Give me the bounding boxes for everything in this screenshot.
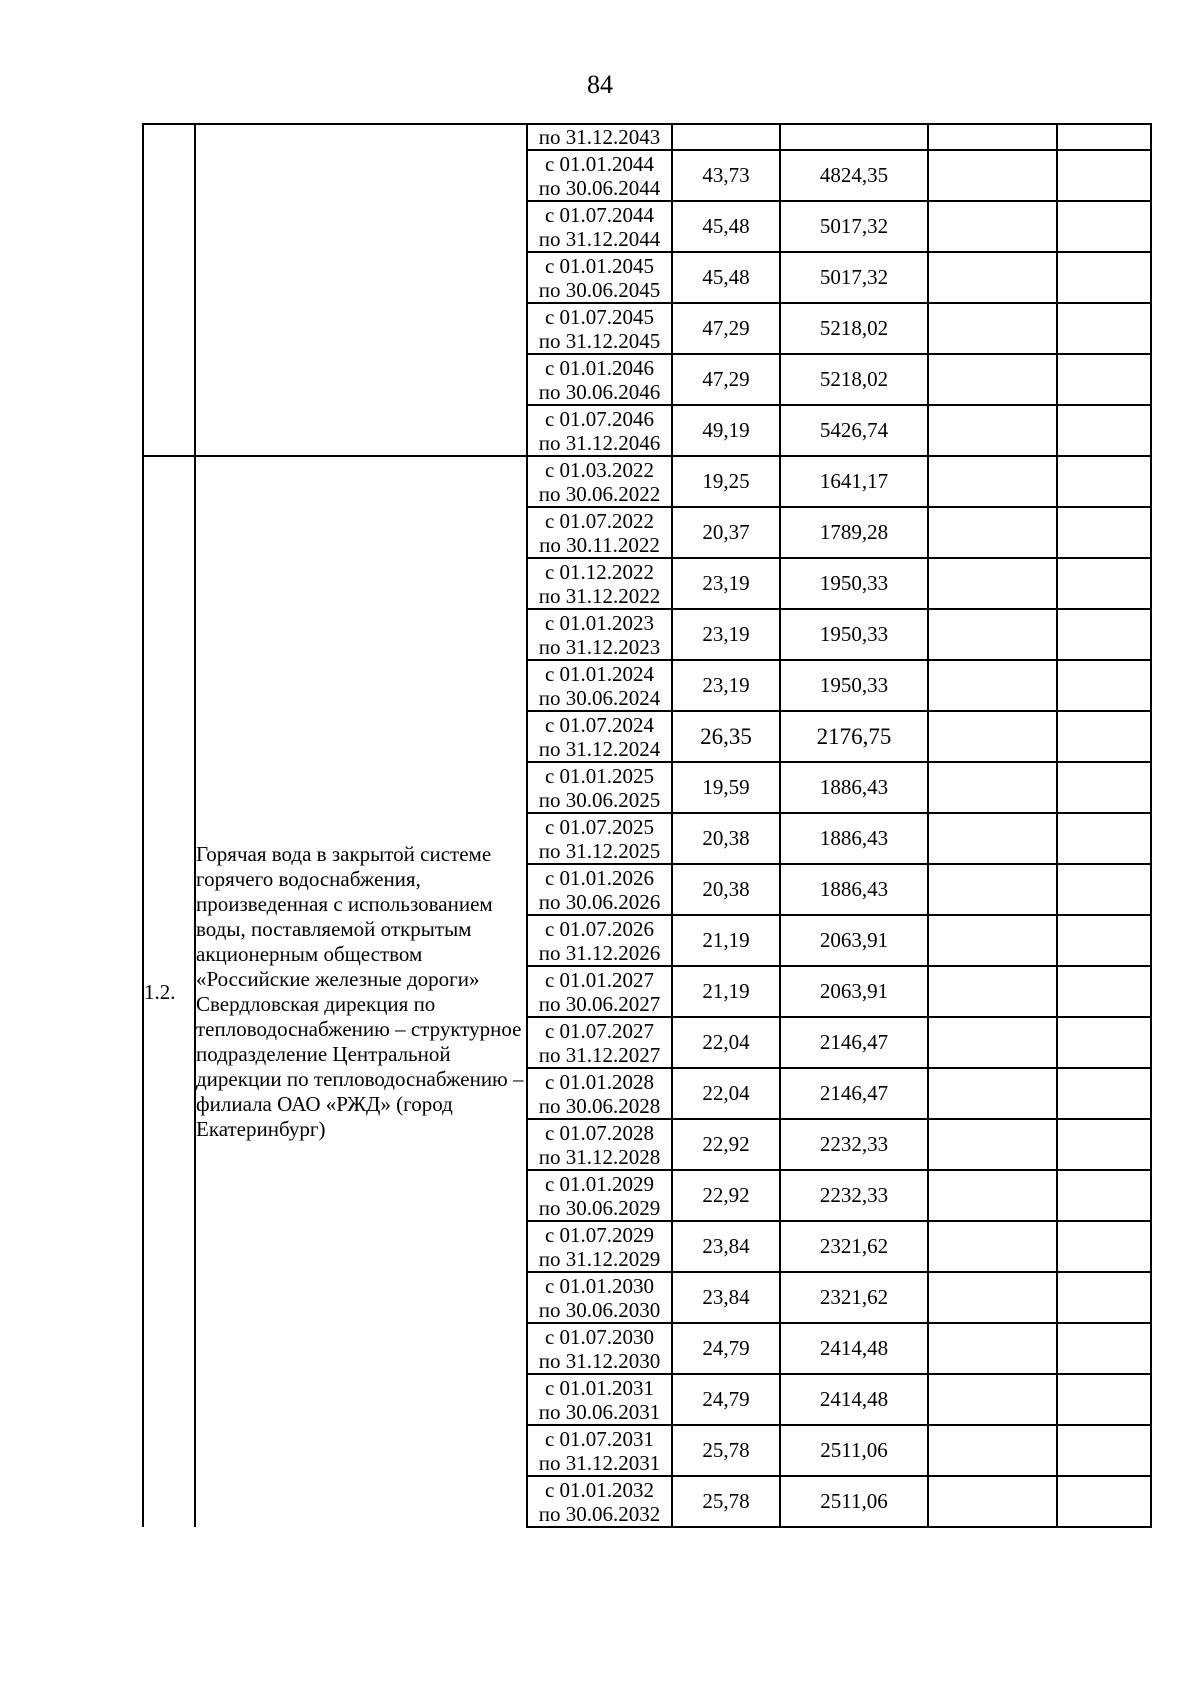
tariff-value-1: 20,38 [672,813,780,864]
empty-cell [928,1476,1057,1527]
empty-cell [928,150,1057,201]
tariff-value-1: 22,92 [672,1119,780,1170]
tariff-value-2: 5218,02 [780,303,928,354]
empty-cell [928,1170,1057,1221]
item-description-cell: Горячая вода в закрытой системе горячего водоснабжения, произведенная с использованием воды, поставляемой открытым акционерным обществом «Российские железные дороги» Свердловская дирекция по тепловодоснабжению – структурное подразделение Центральной дирекции по тепловодоснабжению – филиала ОАО «РЖД» (город Екатеринбург) [195,456,527,1527]
item-description-cell [195,124,527,456]
empty-cell [928,456,1057,507]
empty-cell [928,1221,1057,1272]
period-cell [527,711,672,762]
tariff-value-1: 25,78 [672,1476,780,1527]
period-to: по 30.06.2024 [538,685,661,710]
period-from: с 01.07.2044 [544,202,655,227]
period-to: по 31.12.2043 [538,125,661,149]
tariff-value-1: 19,25 [672,456,780,507]
period-cell [527,354,672,405]
empty-cell [928,507,1057,558]
tariff-value-1: 45,48 [672,201,780,252]
period-from: с 01.07.2026 [544,916,655,941]
empty-cell [928,124,1057,150]
tariff-value-2: 4824,35 [780,150,928,201]
tariff-table [142,123,1152,1528]
tariff-value-1: 43,73 [672,150,780,201]
tariff-value-2: 2063,91 [780,966,928,1017]
tariff-value-2: 1886,43 [780,864,928,915]
period-cell [527,762,672,813]
period-from: с 01.01.2025 [544,763,655,788]
period-to: по 30.06.2028 [538,1093,661,1118]
period-cell [527,813,672,864]
empty-cell [928,762,1057,813]
tariff-value-1: 20,38 [672,864,780,915]
empty-cell [928,1323,1057,1374]
period-cell [527,303,672,354]
empty-cell [1057,1119,1151,1170]
tariff-table-body [143,124,1151,1527]
empty-cell [928,966,1057,1017]
tariff-value-1: 23,19 [672,609,780,660]
table-row [143,124,1151,150]
empty-cell [928,303,1057,354]
tariff-value-1: 26,35 [672,711,780,762]
period-from: с 01.01.2026 [544,865,655,890]
period-from: с 01.01.2031 [544,1375,655,1400]
tariff-value-2: 2063,91 [780,915,928,966]
period-from: с 01.07.2045 [544,304,655,329]
empty-cell [928,405,1057,456]
empty-cell [928,1272,1057,1323]
period-to: по 31.12.2029 [538,1246,661,1271]
period-from: с 01.01.2029 [544,1171,655,1196]
empty-cell [1057,1374,1151,1425]
tariff-value-2: 2511,06 [780,1476,928,1527]
period-from: с 01.01.2044 [544,151,655,176]
table-row [143,456,1151,507]
item-number-cell: 1.2. [143,456,195,1527]
period-to: по 30.06.2030 [538,1297,661,1322]
empty-cell [928,1017,1057,1068]
period-cell [527,660,672,711]
period-from: с 01.03.2022 [544,457,655,482]
tariff-value-1: 45,48 [672,252,780,303]
period-cell [527,124,672,150]
period-cell [527,1221,672,1272]
tariff-value-2: 1950,33 [780,609,928,660]
empty-cell [928,252,1057,303]
period-to: по 31.12.2022 [538,583,661,608]
empty-cell [1057,864,1151,915]
tariff-value-1: 20,37 [672,507,780,558]
period-from: с 01.07.2027 [544,1018,655,1043]
period-from: с 01.07.2022 [544,508,655,533]
period-cell [527,252,672,303]
empty-cell [928,915,1057,966]
tariff-value-1 [672,124,780,150]
tariff-value-1: 22,04 [672,1068,780,1119]
period-to: по 30.06.2026 [538,889,661,914]
period-from: с 01.07.2024 [544,712,655,737]
period-cell [527,1272,672,1323]
period-to: по 31.12.2045 [538,328,661,353]
period-from: с 01.07.2028 [544,1120,655,1145]
tariff-value-1: 47,29 [672,303,780,354]
period-from: с 01.07.2046 [544,406,655,431]
period-cell [527,456,672,507]
empty-cell [1057,660,1151,711]
period-from: с 01.01.2024 [544,661,655,686]
tariff-value-2: 2321,62 [780,1221,928,1272]
period-to: по 30.06.2031 [538,1399,661,1424]
empty-cell [1057,1272,1151,1323]
empty-cell [928,354,1057,405]
empty-cell [1057,456,1151,507]
empty-cell [1057,915,1151,966]
period-from: с 01.01.2032 [544,1477,655,1502]
period-to: по 31.12.2027 [538,1042,661,1067]
period-to: по 30.06.2046 [538,379,661,404]
empty-cell [1057,150,1151,201]
period-cell [527,1170,672,1221]
period-cell [527,1476,672,1527]
period-to: по 31.12.2025 [538,838,661,863]
page-number: 84 [587,70,613,99]
tariff-value-1: 22,04 [672,1017,780,1068]
empty-cell [928,711,1057,762]
period-from: с 01.01.2028 [544,1069,655,1094]
period-to: по 30.06.2029 [538,1195,661,1220]
empty-cell [1057,711,1151,762]
tariff-value-1: 49,19 [672,405,780,456]
empty-cell [1057,1425,1151,1476]
period-cell [527,864,672,915]
period-from: с 01.07.2029 [544,1222,655,1247]
period-to: по 31.12.2024 [538,736,661,761]
period-to: по 30.06.2027 [538,991,661,1016]
period-to: по 30.11.2022 [539,532,660,557]
empty-cell [1057,507,1151,558]
tariff-value-2: 5017,32 [780,201,928,252]
empty-cell [928,1119,1057,1170]
period-cell [527,507,672,558]
period-cell [527,201,672,252]
tariff-value-2: 5218,02 [780,354,928,405]
tariff-value-2: 2232,33 [780,1119,928,1170]
period-to: по 31.12.2046 [538,430,661,455]
period-to: по 30.06.2022 [538,481,661,506]
empty-cell [1057,1221,1151,1272]
empty-cell [928,660,1057,711]
tariff-value-1: 23,84 [672,1221,780,1272]
tariff-value-2: 1950,33 [780,558,928,609]
empty-cell [1057,354,1151,405]
period-cell [527,1068,672,1119]
tariff-value-1: 23,84 [672,1272,780,1323]
tariff-value-2: 2146,47 [780,1017,928,1068]
period-from: с 01.01.2023 [544,610,655,635]
tariff-value-1: 19,59 [672,762,780,813]
period-to: по 31.12.2026 [538,940,661,965]
empty-cell [1057,762,1151,813]
period-cell [527,1323,672,1374]
period-cell [527,1119,672,1170]
tariff-value-2: 2414,48 [780,1323,928,1374]
empty-cell [1057,813,1151,864]
empty-cell [1057,252,1151,303]
period-cell [527,966,672,1017]
period-cell [527,405,672,456]
tariff-value-2: 5017,32 [780,252,928,303]
period-from: с 01.07.2025 [544,814,655,839]
period-to: по 30.06.2044 [538,175,661,200]
tariff-value-2: 1789,28 [780,507,928,558]
empty-cell [1057,609,1151,660]
period-to: по 31.12.2044 [538,226,661,251]
tariff-value-1: 25,78 [672,1425,780,1476]
period-cell [527,1425,672,1476]
empty-cell [1057,201,1151,252]
empty-cell [1057,1323,1151,1374]
tariff-value-2: 1641,17 [780,456,928,507]
period-from: с 01.01.2045 [544,253,655,278]
period-cell [527,1374,672,1425]
tariff-value-2: 2176,75 [780,711,928,762]
empty-cell [1057,1476,1151,1527]
item-number-cell [143,124,195,456]
empty-cell [1057,124,1151,150]
empty-cell [1057,1170,1151,1221]
tariff-value-1: 47,29 [672,354,780,405]
period-from: с 01.01.2030 [544,1273,655,1298]
tariff-value-2: 2414,48 [780,1374,928,1425]
tariff-value-1: 24,79 [672,1374,780,1425]
period-from: с 01.12.2022 [544,559,655,584]
tariff-value-1: 24,79 [672,1323,780,1374]
empty-cell [1057,1017,1151,1068]
period-to: по 31.12.2031 [538,1450,661,1475]
empty-cell [1057,1068,1151,1119]
period-cell [527,558,672,609]
empty-cell [928,1068,1057,1119]
period-from: с 01.07.2031 [544,1426,655,1451]
period-cell [527,1017,672,1068]
tariff-value-1: 22,92 [672,1170,780,1221]
period-to: по 30.06.2032 [538,1501,661,1526]
tariff-value-2: 2321,62 [780,1272,928,1323]
empty-cell [928,864,1057,915]
period-to: по 31.12.2023 [538,634,661,659]
empty-cell [928,558,1057,609]
period-to: по 30.06.2045 [538,277,661,302]
tariff-value-2: 1886,43 [780,813,928,864]
empty-cell [928,201,1057,252]
empty-cell [928,813,1057,864]
period-from: с 01.01.2027 [544,967,655,992]
period-to: по 31.12.2028 [538,1144,661,1169]
empty-cell [1057,558,1151,609]
empty-cell [1057,405,1151,456]
period-to: по 31.12.2030 [538,1348,661,1373]
tariff-value-2: 2146,47 [780,1068,928,1119]
tariff-value-1: 23,19 [672,660,780,711]
tariff-value-2: 1950,33 [780,660,928,711]
empty-cell [1057,966,1151,1017]
tariff-value-1: 23,19 [672,558,780,609]
tariff-value-1: 21,19 [672,915,780,966]
period-from: с 01.01.2046 [544,355,655,380]
period-cell [527,150,672,201]
empty-cell [928,1425,1057,1476]
empty-cell [1057,303,1151,354]
empty-cell [928,1374,1057,1425]
tariff-value-1: 21,19 [672,966,780,1017]
period-from: с 01.07.2030 [544,1324,655,1349]
tariff-value-2: 5426,74 [780,405,928,456]
tariff-value-2: 1886,43 [780,762,928,813]
period-cell [527,915,672,966]
period-cell [527,609,672,660]
tariff-value-2: 2232,33 [780,1170,928,1221]
period-to: по 30.06.2025 [538,787,661,812]
tariff-value-2: 2511,06 [780,1425,928,1476]
tariff-value-2 [780,124,928,150]
empty-cell [928,609,1057,660]
